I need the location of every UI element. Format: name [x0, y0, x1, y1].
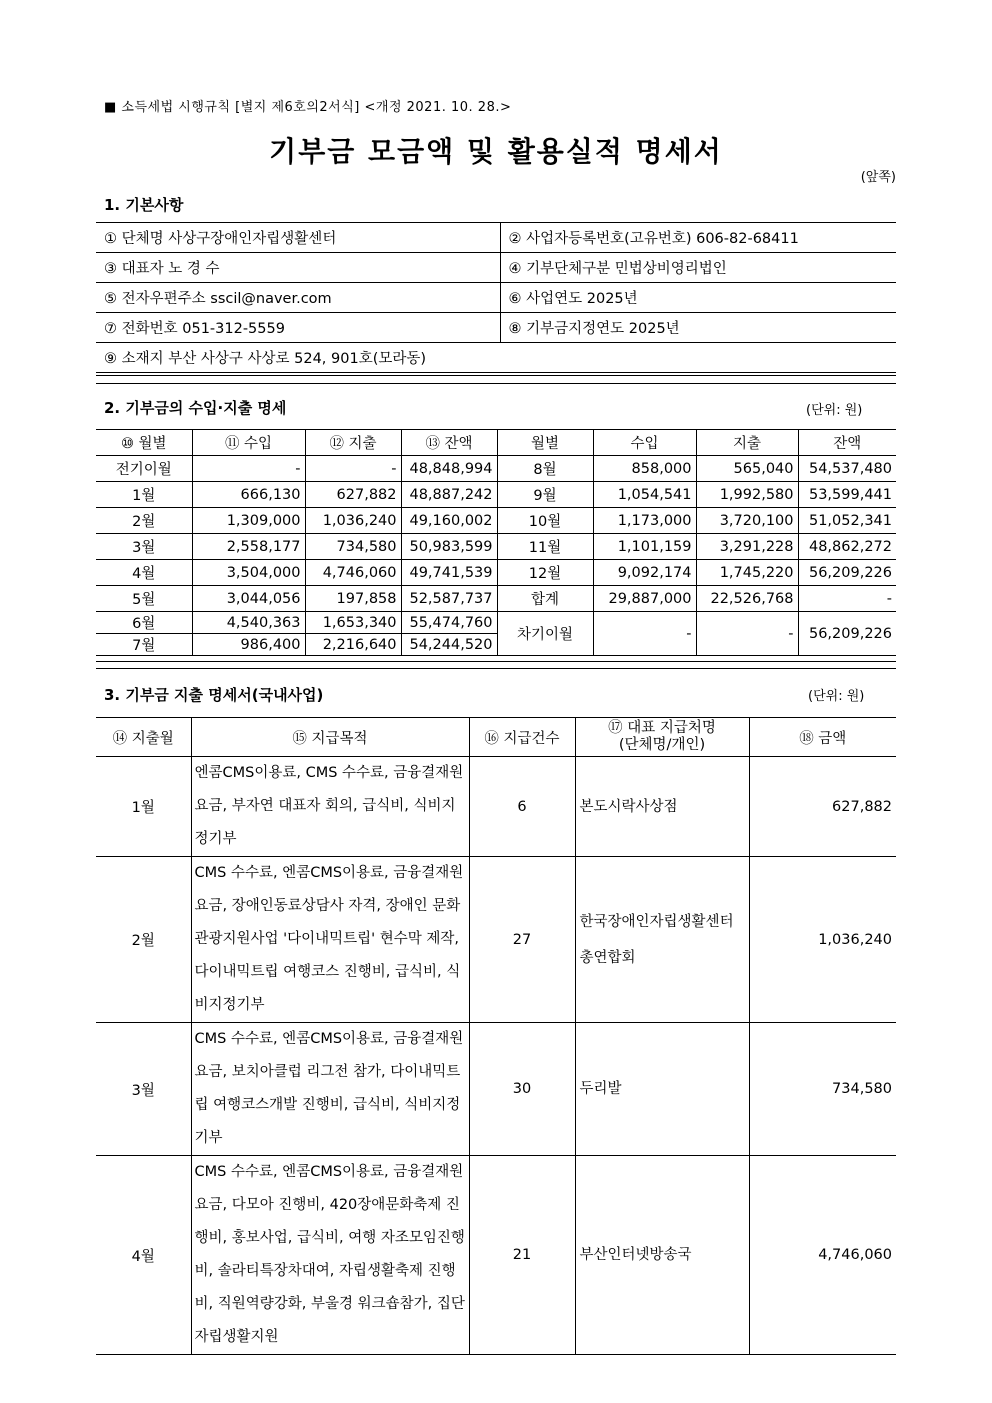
- cell-count: 30: [469, 1023, 575, 1156]
- business-number: ② 사업자등록번호(고유번호) 606-82-68411: [500, 223, 896, 253]
- cell-carry-balance: 56,209,226: [798, 612, 896, 656]
- cell-month: 전기이월: [96, 456, 192, 482]
- cell-month: 7월: [96, 634, 192, 656]
- section-expense-detail-title: 3. 기부금 지출 명세서(국내사업): [104, 686, 324, 704]
- unit-label: (단위: 원): [808, 689, 865, 704]
- cell-expense: 2,216,640: [305, 634, 401, 656]
- cell-balance: 49,741,539: [401, 560, 497, 586]
- cell-expense-month: 4월: [96, 1156, 191, 1355]
- cell-purpose: 엔콤CMS이용료, CMS 수수료, 금융결재원요금, 부자연 대표자 회의, 급식비, 식비지정기부: [191, 757, 469, 857]
- cell-count: 27: [469, 857, 575, 1023]
- header-income-2: 수입: [593, 430, 696, 456]
- cell-expense: 627,882: [305, 482, 401, 508]
- cell-expense-2: 22,526,768: [696, 586, 798, 612]
- cell-expense-month: 3월: [96, 1023, 191, 1156]
- table-row: [96, 482, 896, 508]
- cell-income: 4,540,363: [192, 612, 305, 634]
- header-month-2: 월별: [497, 430, 593, 456]
- cell-income: 3,044,056: [192, 586, 305, 612]
- header-expense-2: 지출: [696, 430, 798, 456]
- org-name: ① 단체명 사상구장애인자립생활센터: [96, 223, 500, 253]
- cell-month: 2월: [96, 508, 192, 534]
- cell-month-2: 12월: [497, 560, 593, 586]
- header-amount: ⑱ 금액: [749, 718, 896, 757]
- table-row: [96, 534, 896, 560]
- cell-purpose: CMS 수수료, 엔콤CMS이용료, 금융결재원요금, 보치아클럽 리그전 참가, 다이내믹트립 여행코스개발 진행비, 급식비, 식비지정기부: [191, 1023, 469, 1156]
- basic-info-table: [96, 222, 896, 373]
- cell-carry-expense: -: [696, 612, 798, 656]
- designation-year: ⑧ 기부금지정연도 2025년: [500, 313, 896, 343]
- header-payee-line2: (단체명/개인): [618, 737, 706, 753]
- cell-expense-2: 565,040: [696, 456, 798, 482]
- cell-payee: 한국장애인자립생활센터총연합회: [575, 857, 749, 1023]
- cell-month-2: 8월: [497, 456, 593, 482]
- cell-balance: 49,160,002: [401, 508, 497, 534]
- table-row: [96, 560, 896, 586]
- cell-month: 4월: [96, 560, 192, 586]
- representative: ③ 대표자 노 경 수: [96, 253, 500, 283]
- cell-balance: 48,887,242: [401, 482, 497, 508]
- cell-income: 3,504,000: [192, 560, 305, 586]
- cell-income-2: 9,092,174: [593, 560, 696, 586]
- header-expense-month: ⑭ 지출월: [96, 718, 191, 757]
- cell-income-2: 858,000: [593, 456, 696, 482]
- cell-expense: 4,746,060: [305, 560, 401, 586]
- cell-expense-month: 2월: [96, 857, 191, 1023]
- cell-balance-2: 54,537,480: [798, 456, 896, 482]
- cell-income-2: 1,101,159: [593, 534, 696, 560]
- cell-month-2: 합계: [497, 586, 593, 612]
- cell-payee: 부산인터넷방송국: [575, 1156, 749, 1355]
- cell-amount: 627,882: [749, 757, 896, 857]
- cell-month: 1월: [96, 482, 192, 508]
- address: ⑨ 소재지 부산 사상구 사상로 524, 901호(모라동): [96, 343, 896, 373]
- business-year: ⑥ 사업연도 2025년: [500, 283, 896, 313]
- table-row: [96, 757, 896, 857]
- cell-income: 2,558,177: [192, 534, 305, 560]
- cell-expense-2: 1,745,220: [696, 560, 798, 586]
- table-row: [96, 456, 896, 482]
- table-row: [96, 1156, 896, 1355]
- form-reference-note: ■ 소득세법 시행규칙 [별지 제6호의2서식] <개정 2021. 10. 28.>: [104, 100, 512, 115]
- cell-income: 666,130: [192, 482, 305, 508]
- cell-expense-month: 1월: [96, 757, 191, 857]
- divider: [96, 661, 896, 662]
- cell-payee: 본도시락사상점: [575, 757, 749, 857]
- cell-expense-2: 3,720,100: [696, 508, 798, 534]
- header-purpose: ⑮ 지급목적: [191, 718, 469, 757]
- cell-income-2: 29,887,000: [593, 586, 696, 612]
- cell-balance: 48,848,994: [401, 456, 497, 482]
- cell-expense: 1,036,240: [305, 508, 401, 534]
- header-balance-2: 잔액: [798, 430, 896, 456]
- section-income-expense-title: 2. 기부금의 수입·지출 명세: [104, 399, 287, 417]
- cell-income-2: 1,173,000: [593, 508, 696, 534]
- cell-count: 6: [469, 757, 575, 857]
- phone: ⑦ 전화번호 051-312-5559: [96, 313, 500, 343]
- cell-carry-month: 차기이월: [497, 612, 593, 656]
- section-basic-title: 1. 기본사항: [104, 196, 184, 214]
- table-row: [96, 857, 896, 1023]
- cell-balance-2: 48,862,272: [798, 534, 896, 560]
- cell-balance-2: 56,209,226: [798, 560, 896, 586]
- cell-month: 3월: [96, 534, 192, 560]
- cell-month-2: 9월: [497, 482, 593, 508]
- cell-expense: 197,858: [305, 586, 401, 612]
- cell-purpose: CMS 수수료, 엔콤CMS이용료, 금융결재원요금, 다모아 진행비, 420장애문화축제 진행비, 홍보사업, 급식비, 여행 자조모임진행비, 솔라티특장차대여, 자립생활축제 진행비, 직원역량강화, 부울경 워크숍참가, 집단자립생활지원: [191, 1156, 469, 1355]
- page-side-label: (앞쪽): [860, 170, 896, 185]
- header-balance: ⑬ 잔액: [401, 430, 497, 456]
- cell-balance: 54,244,520: [401, 634, 497, 656]
- cell-month-2: 11월: [497, 534, 593, 560]
- cell-amount: 4,746,060: [749, 1156, 896, 1355]
- table-row: [96, 612, 896, 634]
- cell-purpose: CMS 수수료, 엔콤CMS이용료, 금융결재원요금, 장애인동료상담사 자격, 장애인 문화관광지원사업 '다이내믹트립' 현수막 제작, 다이내믹트립 여행코스 진행비, 급식비, 식비지정기부: [191, 857, 469, 1023]
- header-payee: [575, 718, 749, 757]
- cell-count: 21: [469, 1156, 575, 1355]
- cell-income-2: 1,054,541: [593, 482, 696, 508]
- header-payee-line1: ⑰ 대표 지급처명: [608, 720, 716, 736]
- income-expense-table: [96, 429, 896, 656]
- cell-expense: 1,653,340: [305, 612, 401, 634]
- cell-balance: 55,474,760: [401, 612, 497, 634]
- header-month: ⑩ 월별: [96, 430, 192, 456]
- cell-amount: 1,036,240: [749, 857, 896, 1023]
- email: ⑤ 전자우편주소 sscil@naver.com: [96, 283, 500, 313]
- cell-income: -: [192, 456, 305, 482]
- document-title: 기부금 모금액 및 활용실적 명세서: [269, 135, 723, 168]
- divider: [96, 383, 896, 384]
- cell-month-2: 10월: [497, 508, 593, 534]
- cell-carry-income: -: [593, 612, 696, 656]
- cell-amount: 734,580: [749, 1023, 896, 1156]
- expense-detail-table: [96, 717, 896, 1355]
- cell-expense: -: [305, 456, 401, 482]
- cell-balance-2: 53,599,441: [798, 482, 896, 508]
- cell-payee: 두리발: [575, 1023, 749, 1156]
- divider: [96, 668, 896, 669]
- cell-balance: 52,587,737: [401, 586, 497, 612]
- divider: [96, 375, 896, 376]
- table-row: [96, 508, 896, 534]
- cell-balance: 50,983,599: [401, 534, 497, 560]
- unit-label: (단위: 원): [806, 403, 863, 418]
- cell-expense: 734,580: [305, 534, 401, 560]
- donation-org-type: ④ 기부단체구분 민법상비영리법인: [500, 253, 896, 283]
- cell-month: 5월: [96, 586, 192, 612]
- header-income: ⑪ 수입: [192, 430, 305, 456]
- table-row: [96, 586, 896, 612]
- cell-income: 1,309,000: [192, 508, 305, 534]
- table-row: [96, 1023, 896, 1156]
- cell-month: 6월: [96, 612, 192, 634]
- header-expense: ⑫ 지출: [305, 430, 401, 456]
- cell-expense-2: 1,992,580: [696, 482, 798, 508]
- header-count: ⑯ 지급건수: [469, 718, 575, 757]
- cell-expense-2: 3,291,228: [696, 534, 798, 560]
- cell-balance-2: -: [798, 586, 896, 612]
- cell-income: 986,400: [192, 634, 305, 656]
- cell-balance-2: 51,052,341: [798, 508, 896, 534]
